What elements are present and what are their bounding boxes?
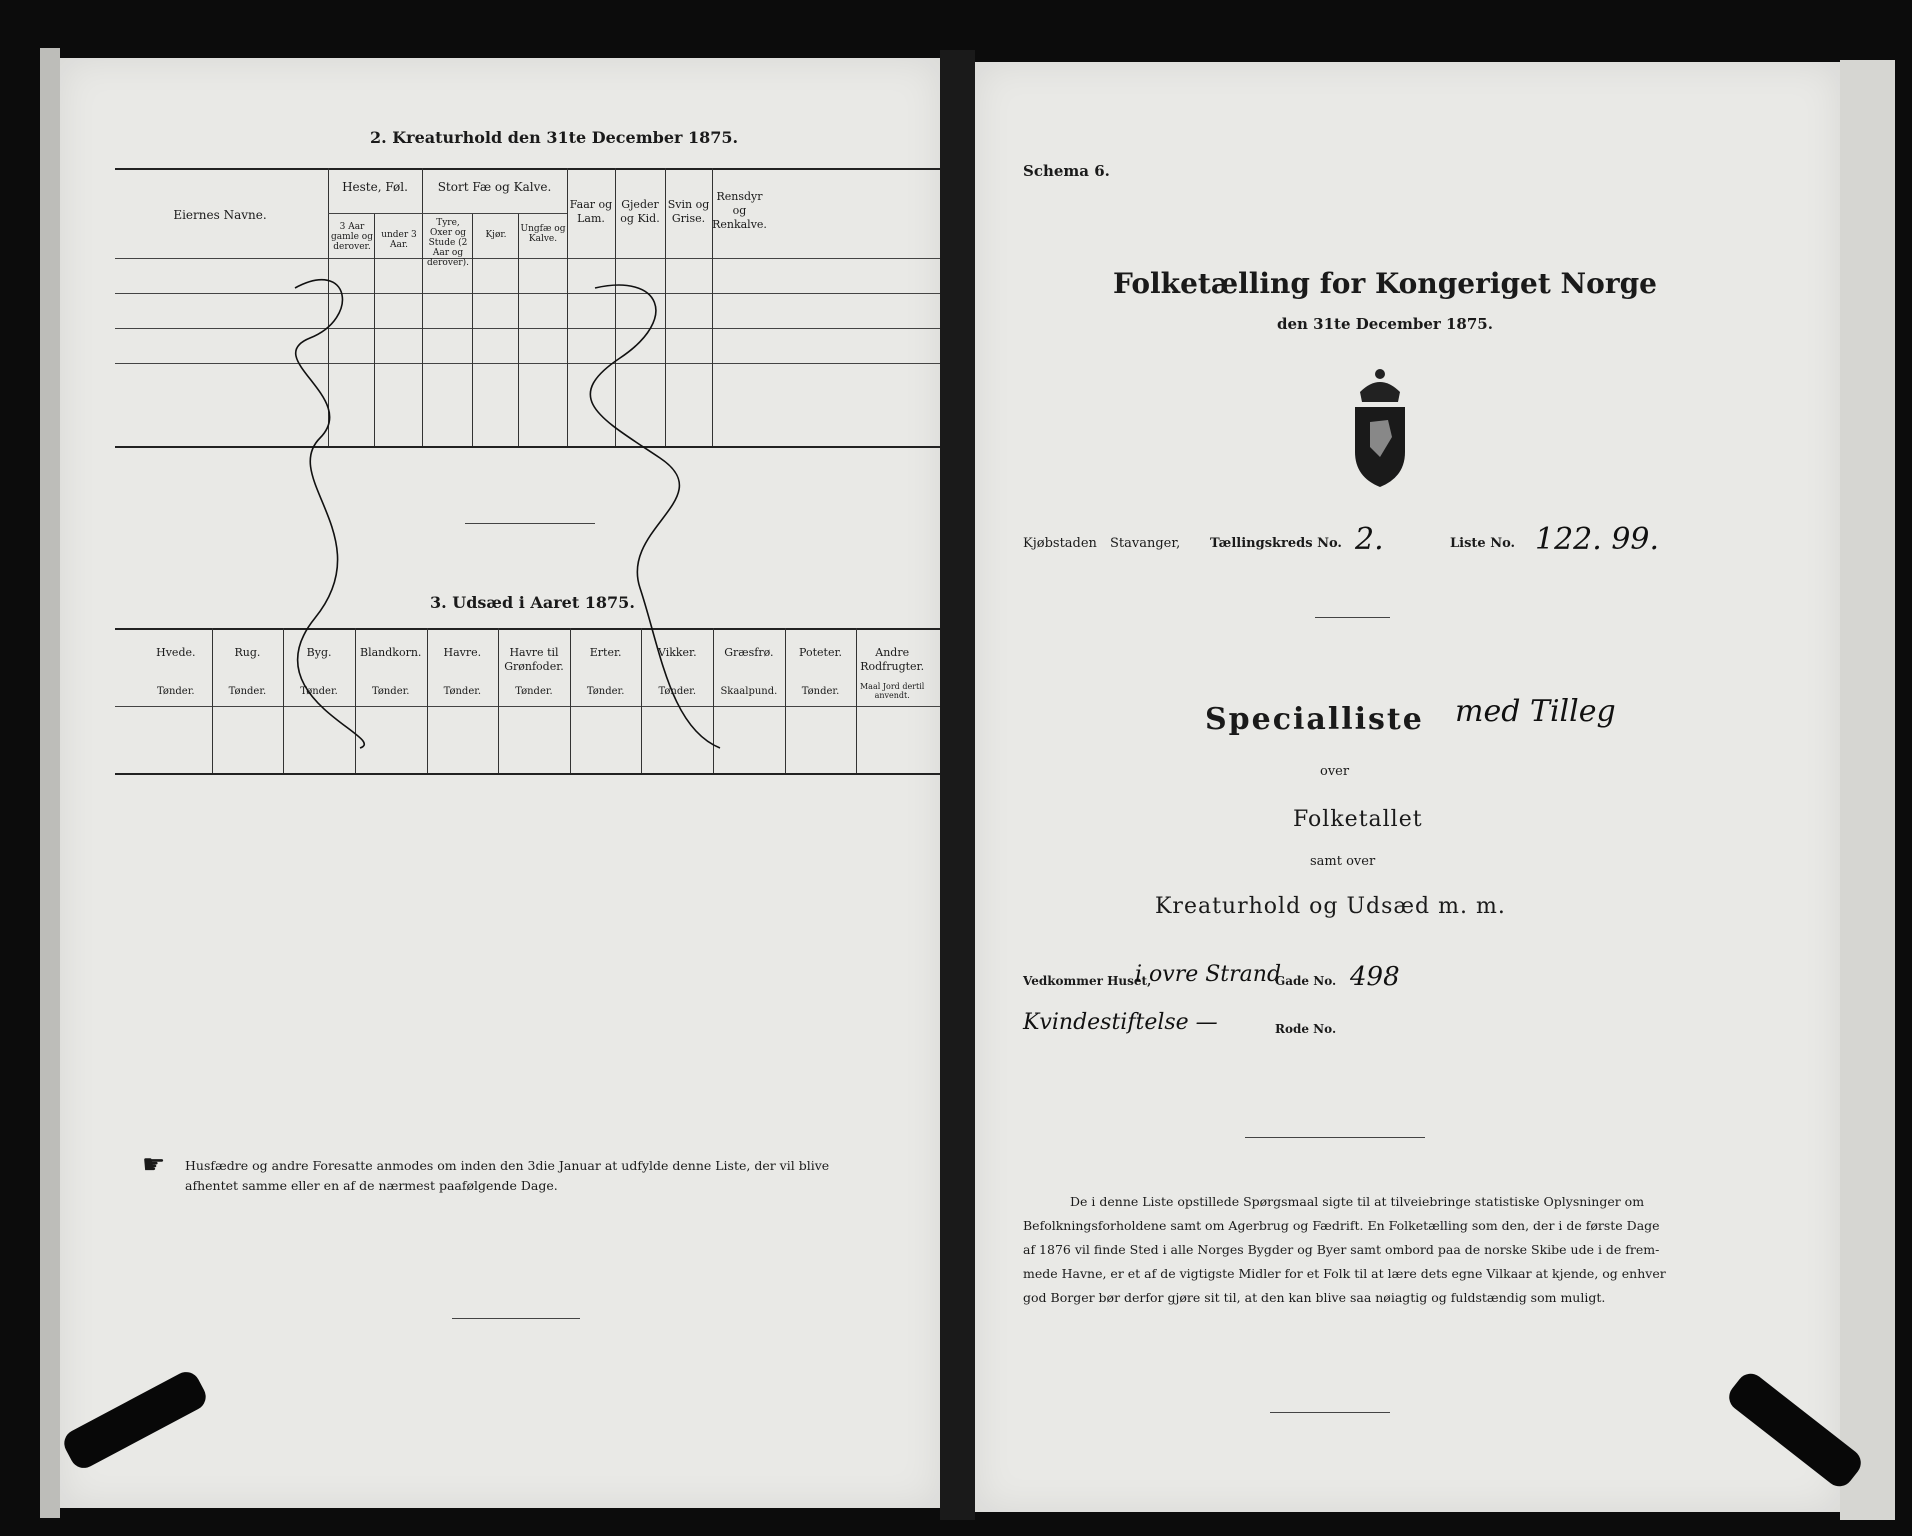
crop-col-unit: Tønder. (157, 686, 195, 697)
specialliste-heading: Specialliste (1205, 702, 1424, 737)
liste-value: 122. 99. (1535, 522, 1660, 557)
section3-title: 3. Udsæd i Aaret 1875. (430, 593, 635, 612)
crop-col-unit: Skaalpund. (720, 686, 778, 697)
heste-col-b: under 3 Aar. (381, 230, 417, 250)
gjeder-col-header: Gjeder og Kid. (620, 198, 660, 225)
crop-col-header: Hvede. (156, 646, 196, 659)
paper-stack-left (40, 48, 60, 1518)
heste-col-a: 3 Aar gamle og derover. (331, 222, 373, 252)
end-rule (1270, 1412, 1390, 1413)
paper-stack-right (1840, 60, 1895, 1520)
footer-line: god Borger bør derfor gjøre sit til, at den kan blive saa nøiagtig og fuldstændig som muligt. (1023, 1290, 1606, 1305)
vedkommer-label: Vedkommer Huset, (1023, 974, 1152, 988)
schema-label: Schema 6. (1023, 162, 1110, 180)
rode-label: Rode No. (1275, 1022, 1337, 1036)
crop-col-unit: Tønder. (228, 686, 267, 697)
pointing-hand-icon: ☛ (142, 1150, 166, 1180)
rode-handwriting: Kvindestiftelse — (1023, 1010, 1218, 1035)
notice-line-2: afhentet samme eller en af de nærmest paafølgende Dage. (185, 1178, 558, 1193)
folketallet-heading: Folketallet (1293, 807, 1423, 832)
crop-col-unit: Tønder. (801, 686, 840, 697)
crop-col-header: Havre. (443, 646, 482, 659)
right-page (975, 62, 1840, 1512)
title-divider (1315, 617, 1390, 618)
crop-col-unit: Tønder. (443, 686, 482, 697)
liste-label: Liste No. (1450, 536, 1516, 551)
body-divider (1245, 1137, 1425, 1138)
storfe-col-b: Kjør. (485, 230, 507, 240)
kjobstad-label: Kjøbstaden (1023, 536, 1097, 551)
rensdyr-col-header: Rensdyr og Renkalve. (712, 190, 767, 231)
crossout-strokes (60, 58, 940, 1508)
owner-col-header: Eiernes Navne. (173, 208, 267, 222)
crop-col-unit: Tønder. (515, 686, 553, 697)
gade-value: 498 (1350, 962, 1400, 992)
footer-line: af 1876 vil finde Sted i alle Norges Bygder og Byer samt ombord paa de norske Skibe ude i de frem- (1023, 1242, 1660, 1257)
norwegian-coat-of-arms-icon (1340, 362, 1420, 492)
left-page (60, 58, 940, 1508)
faar-col-header: Faar og Lam. (569, 198, 613, 225)
book-gutter (940, 50, 975, 1520)
crop-col-unit: Tønder. (300, 686, 338, 697)
notice-line-1: Husfædre og andre Foresatte anmodes om inden den 3die Januar at udfylde denne Liste, der vil blive (185, 1158, 830, 1173)
footer-line: De i denne Liste opstillede Spørgsmaal sigte til at tilveiebringe statistiske Oplysninger om (1070, 1194, 1645, 1209)
storfe-col-c: Ungfæ og Kalve. (520, 224, 566, 244)
storfe-group-header: Stort Fæ og Kalve. (437, 180, 552, 194)
crop-col-unit: Tønder. (586, 686, 625, 697)
gade-label: Gade No. (1275, 974, 1337, 988)
crop-col-header: Græsfrø. (724, 646, 774, 659)
vedkommer-handwriting: i ovre Strand (1135, 962, 1282, 987)
kreaturhold-heading: Kreaturhold og Udsæd m. m. (1155, 894, 1506, 919)
crop-col-header: Byg. (306, 646, 332, 659)
census-title: Folketælling for Kongeriget Norge (1113, 267, 1657, 300)
over-label: over (1320, 764, 1350, 779)
crop-col-header: Andre Rodfrugter. (860, 646, 925, 673)
section2-title: 2. Kreaturhold den 31te December 1875. (370, 128, 739, 147)
crop-col-unit: Tønder. (371, 686, 410, 697)
crop-col-header: Blandkorn. (360, 646, 422, 659)
crop-col-header: Poteter. (799, 646, 843, 659)
kreds-label: Tællingskreds No. (1210, 536, 1342, 551)
crop-col-header: Havre til Grønfoder. (504, 646, 564, 673)
kreds-value: 2. (1355, 522, 1384, 557)
footer-line: Befolkningsforholdene samt om Agerbrug og Fædrift. En Folketælling som den, der i de første Dage (1023, 1218, 1660, 1233)
crop-col-header: Rug. (234, 646, 261, 659)
kjobstad-value: Stavanger, (1110, 536, 1181, 551)
svin-col-header: Svin og Grise. (667, 198, 710, 225)
crop-col-unit: Tønder. (658, 686, 697, 697)
crop-col-header: Vikker. (657, 646, 697, 659)
census-subtitle: den 31te December 1875. (1277, 315, 1493, 333)
crop-col-header: Erter. (589, 646, 622, 659)
heste-group-header: Heste, Føl. (342, 180, 408, 194)
crop-col-unit: Maal Jord dertil anvendt. (859, 682, 925, 700)
samt-over-label: samt over (1310, 854, 1376, 869)
storfe-col-a: Tyre, Oxer og Stude (2 Aar og derover). (427, 218, 469, 268)
footer-line: mede Havne, er et af de vigtigste Midler for et Folk til at lære dets egne Vilkaar at kjende, og enhver (1023, 1266, 1666, 1281)
specialliste-handwriting: med Tilleg (1455, 694, 1616, 729)
